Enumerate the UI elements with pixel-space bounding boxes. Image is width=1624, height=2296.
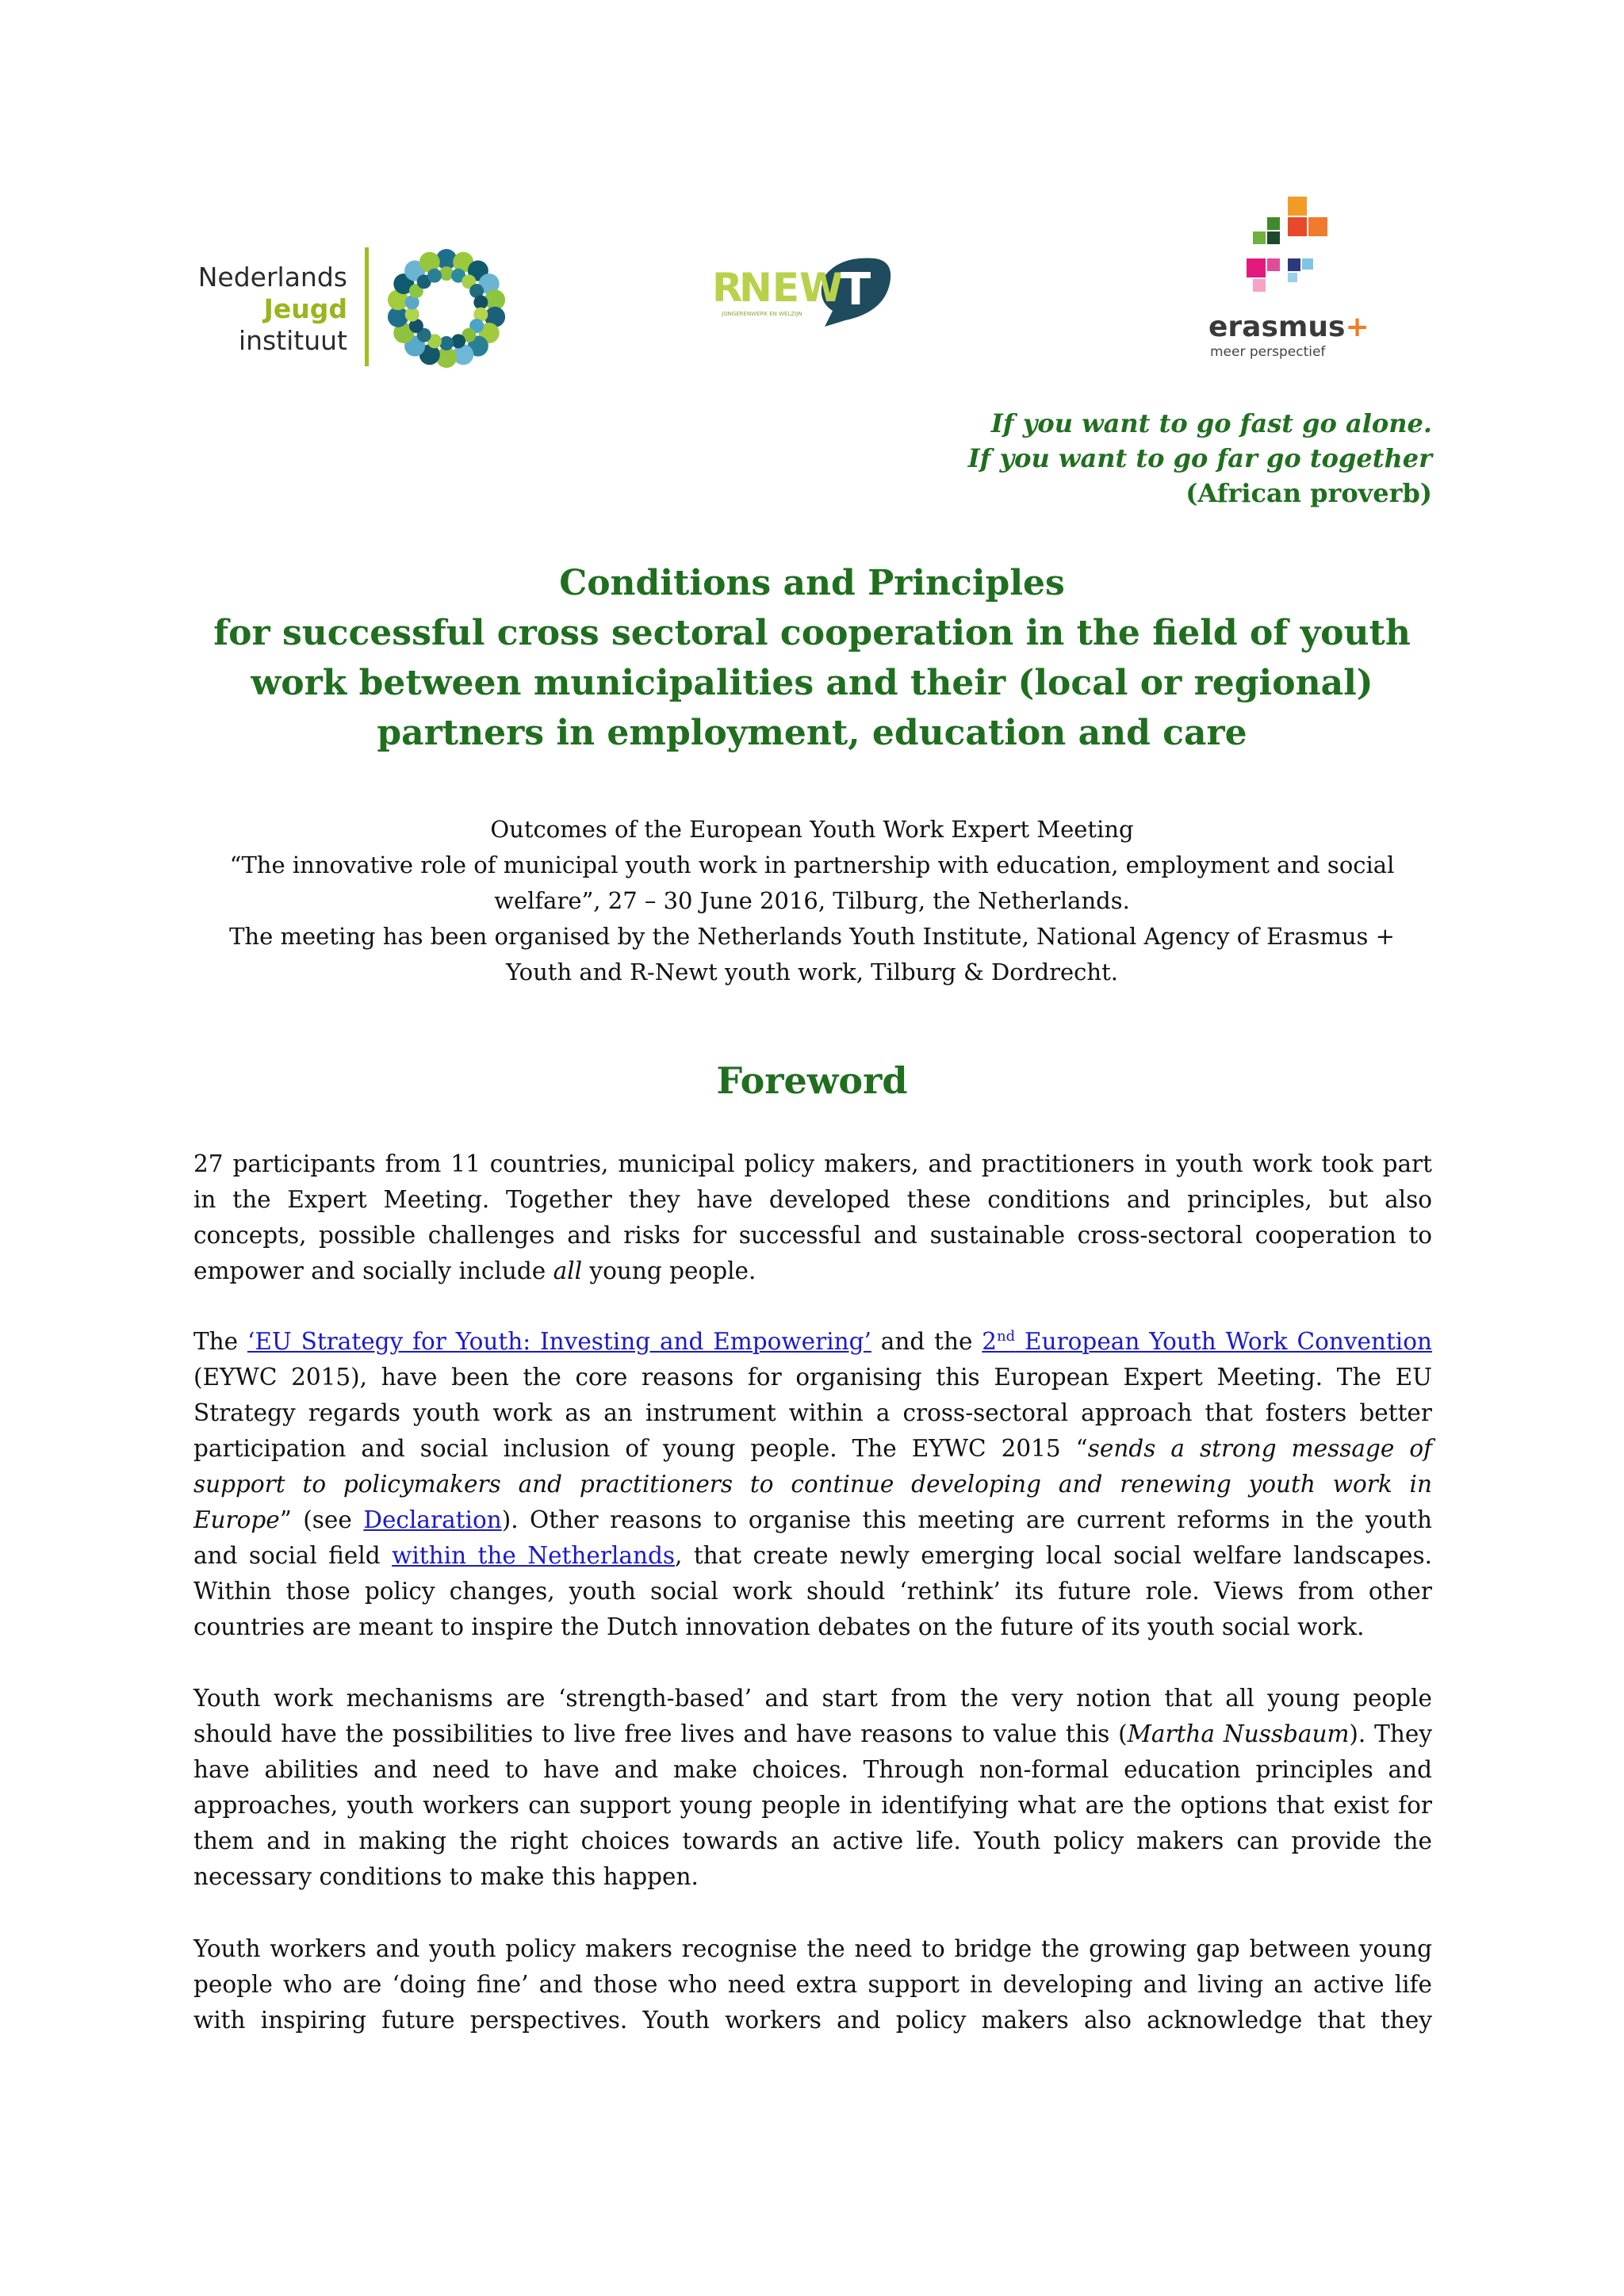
eywc-link[interactable] (982, 1328, 1432, 1355)
proverb-line-1: If you want to go fast go alone. (990, 408, 1432, 438)
outcomes-line-5: Youth and R-Newt youth work, Tilburg & Dordrecht. (506, 959, 1118, 985)
nji-logo-line1: Nederlands (197, 262, 347, 293)
eywc-link-ordinal: nd (997, 1328, 1016, 1345)
erasmus-wordmark (1208, 311, 1369, 343)
p1-line: in the Expert Meeting. Together they have developed these conditions and principles, but also (193, 1186, 1432, 1213)
outcomes-line-1: Outcomes of the European Youth Work Expert Meeting (490, 816, 1134, 843)
p2-text: and social field (193, 1542, 393, 1569)
p3-text: should have the possibilities to live free lives and have reasons to value this ( (193, 1720, 1128, 1747)
paragraph-2 (193, 1324, 1432, 1645)
p3-line: approaches, youth workers can support young people in identifying what are the options that exist for (193, 1792, 1432, 1819)
p1-text: empower and socially include (193, 1257, 553, 1284)
title-line-1: Conditions and Principles (559, 563, 1065, 603)
paragraph-3 (193, 1681, 1432, 1895)
p2-text: ). Other reasons to organise this meeting are current reforms in the youth (501, 1506, 1432, 1533)
p1-emphasis: all (553, 1257, 583, 1284)
erasmus-tagline: meer perspectief (1210, 344, 1326, 360)
title-line-3: work between municipalities and their (local or regional) (251, 663, 1373, 703)
eu-strategy-link[interactable]: ‘EU Strategy for Youth: Investing and Empowering’ (247, 1328, 871, 1355)
nji-logo (193, 244, 519, 373)
erasmus-logo (1205, 197, 1372, 363)
title-line-4: partners in employment, education and care (377, 713, 1247, 753)
document-title (159, 558, 1465, 758)
p2-text: , that create newly emerging local social welfare landscapes. (675, 1542, 1433, 1569)
p1-line (193, 1253, 1432, 1289)
erasmus-plus-sign: + (1345, 311, 1369, 343)
p3-line: necessary conditions to make this happen. (193, 1863, 699, 1890)
svg-text:T: T (841, 264, 871, 316)
title-line-2: for successful cross sectoral cooperation in the field of youth (213, 613, 1411, 653)
p3-line: them and in making the right choices towards an active life. Youth policy makers can provide the (193, 1827, 1432, 1854)
p2-line (193, 1324, 1432, 1360)
nji-logo-text (193, 262, 347, 357)
p2-line (193, 1538, 1432, 1574)
p1-text: young people. (582, 1257, 756, 1284)
erasmus-word: erasmus (1208, 311, 1346, 343)
outcomes-line-3: welfare”, 27 – 30 June 2016, Tilburg, the Netherlands. (494, 887, 1130, 914)
foreword-heading: Foreword (716, 1059, 908, 1102)
p2-line: countries are meant to inspire the Dutch innovation debates on the future of its youth social work. (193, 1613, 1365, 1640)
nji-logo-line3: instituut (238, 325, 347, 356)
nji-wheel-icon (381, 244, 512, 373)
declaration-link[interactable]: Declaration (363, 1506, 502, 1533)
outcomes-line-2: “The innovative role of municipal youth work in partnership with education, employment and social (229, 851, 1395, 878)
p4-line: people who are ‘doing fine’ and those who need extra support in developing and living an active life (193, 1971, 1432, 1998)
eywc-link-text: European Youth Work Convention (1015, 1328, 1432, 1355)
eywc-link-number: 2 (982, 1328, 998, 1355)
p2-line: Strategy regards youth work as an instrument within a cross-sectoral approach that fosters better (193, 1399, 1432, 1426)
proverb-attribution: (African proverb) (1185, 478, 1432, 508)
p2-text: and the (871, 1328, 982, 1355)
rnewt-tagline: JONGERENWERK EN WELZIJN (722, 311, 802, 317)
svg-text:R: R (712, 265, 743, 311)
p2-text: participation and social inclusion of young people. The EYWC 2015 “ (193, 1435, 1088, 1462)
rnewt-logo (706, 252, 896, 328)
p3-emphasis: Martha Nussbaum (1127, 1720, 1350, 1747)
p2-line (193, 1467, 1432, 1502)
p1-line: 27 participants from 11 countries, municipal policy makers, and practitioners in youth work took part (193, 1150, 1432, 1177)
p2-line: Within those policy changes, youth social work should ‘rethink’ its future role. Views from other (193, 1578, 1432, 1605)
p3-line (193, 1716, 1432, 1752)
nji-logo-line2: Jeugd (263, 293, 347, 324)
p2-quote: Europe (193, 1506, 280, 1533)
p3-text: ). They (1349, 1720, 1432, 1747)
p4-line: Youth workers and youth policy makers recognise the need to bridge the growing gap between young (193, 1935, 1432, 1962)
p2-line (193, 1502, 1432, 1538)
proverb-quote (968, 406, 1432, 511)
p2-line: (EYWC 2015), have been the core reasons for organising this European Expert Meeting. The EU (193, 1364, 1432, 1391)
paragraph-1 (193, 1146, 1432, 1289)
p2-text: ” (see (279, 1506, 364, 1533)
erasmus-plus-icon (1205, 197, 1372, 308)
p2-quote: support to policymakers and practitioners to continue developing and renewing youth work in (193, 1471, 1432, 1498)
nji-logo-divider (365, 247, 369, 366)
svg-text:NEW: NEW (739, 265, 844, 311)
p2-line (193, 1431, 1432, 1467)
p2-quote: sends a strong message of (1087, 1435, 1432, 1462)
p3-line: have abilities and need to have and make choices. Through non-formal education principles and (193, 1756, 1432, 1783)
outcomes-line-4: The meeting has been organised by the Netherlands Youth Institute, National Agency of Erasmus + (229, 923, 1395, 950)
p4-line: with inspiring future perspectives. Youth workers and policy makers also acknowledge that they (193, 2007, 1432, 2034)
paragraph-4 (193, 1931, 1432, 2038)
p2-text: The (193, 1328, 247, 1355)
p3-line: Youth work mechanisms are ‘strength-based’ and start from the very notion that all young people (193, 1685, 1432, 1712)
meeting-outcomes (159, 812, 1465, 990)
p1-line: concepts, possible challenges and risks for successful and sustainable cross-sectoral cooperation to (193, 1222, 1432, 1249)
netherlands-link[interactable]: within the Netherlands (392, 1542, 676, 1569)
proverb-line-2: If you want to go far go together (967, 443, 1432, 473)
